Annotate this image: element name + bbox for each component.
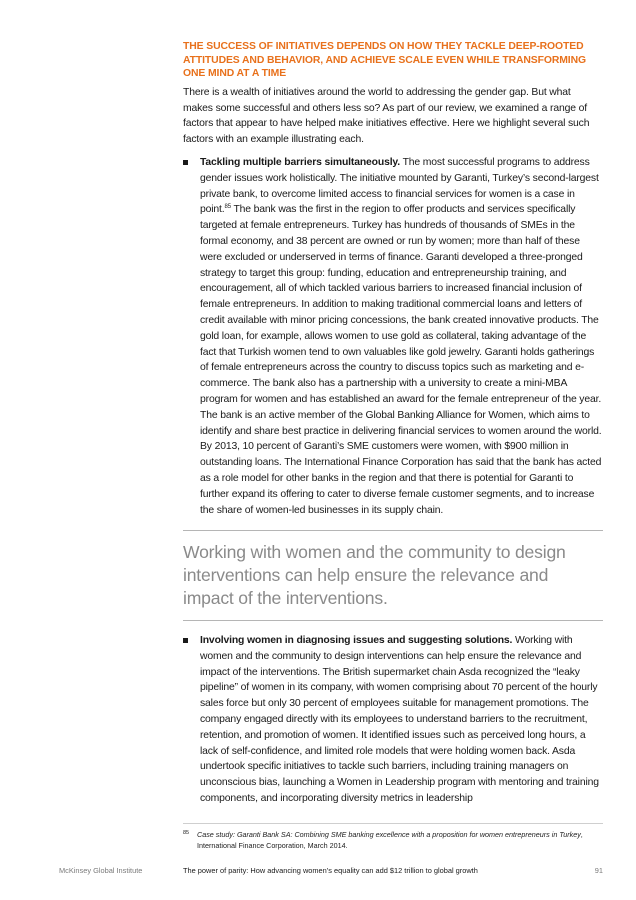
pullquote: Working with women and the community to design interventions can help ensure the relevance and impact of the interventions.: [183, 542, 566, 608]
bullet-item-asda: [183, 633, 603, 807]
bullet-lead: Involving women in diagnosing issues and suggesting solutions.: [200, 635, 513, 646]
footer-report-title: The power of parity: How advancing women’s equality can add $12 trillion to global growth: [183, 866, 478, 875]
bullet-item-garanti: [183, 155, 603, 518]
bullet-lead: Tackling multiple barriers simultaneously.: [200, 157, 401, 168]
footnote-source: , International Finance Corporation, March 2014.: [197, 830, 583, 850]
footer-publisher: McKinsey Global Institute: [59, 866, 143, 875]
footnote-divider: [183, 823, 603, 824]
footnote-title: Case study: Garanti Bank SA: Combining SME banking excellence with a proposition for women entrepreneurs in Turkey: [197, 830, 581, 839]
footnote-reference[interactable]: 85: [224, 204, 231, 211]
bullet-text: The most successful programs to address gender issues work holistically. The initiative mounted by Garanti, Turkey’s second-largest private bank, to overcome limited access to financial services for women is a case in point.: [200, 157, 599, 216]
bullet-square-icon: [183, 638, 188, 643]
footnote: [183, 829, 603, 851]
bullet-body: [200, 633, 603, 807]
bullet-square-icon: [183, 160, 188, 165]
footnote-body: [197, 829, 603, 851]
intro-paragraph: There is a wealth of initiatives around the world to addressing the gender gap. But what makes some successful and others less so? As part of our review, we examined a range of factors that appear to have helped make initiatives effective. Here we highlight several such factors with an example illustrating each.: [183, 87, 590, 145]
bullet-body: [200, 155, 603, 518]
section-heading: THE SUCCESS OF INITIATIVES DEPENDS ON HOW THEY TACKLE DEEP-ROOTED ATTITUDES AND BEHAVIOR, AND ACHIEVE SCALE EVEN WHILE TRANSFORMING ONE MIND AT A TIME: [183, 41, 586, 79]
bullet-text-continued: The bank was the first in the region to offer products and services specifically targeted at female entrepreneurs. Turkey has hundreds of thousands of SMEs in the formal economy, and 38 percent are owned or run by women; more than half of these were excluded or underserved in terms of finance. Garanti developed a three-pronged strategy to target this group: funding, education and entrepreneurship training, and encouragement, all of which tackled various barriers to increased financial inclusion of female entrepreneurs. In addition to making traditional commercial loans and letters of credit available with minor pricing concessions, the bank created innovative products. The gold loan, for example, allows women to use gold as collateral, taking advantage of the fact that Turkish women tend to own valuables like gold jewelry. Garanti holds gatherings of female entrepreneurs across the country to discuss topics such as marketing and e-commerce. The bank also has a partnership with a university to create a mini-MBA program for women and has established an award for the female entrepreneur of the year. The bank is an active member of the Global Banking Alliance for Women, which aims to identify and share best practice in delivering financial services to women around the world. By 2013, 10 percent of Garanti’s SME customers were women, with $900 million in outstanding loans. The International Finance Corporation has said that the bank has acted as a role model for other banks in the region and that there is potential for Garanti to further expand its offering to cater to diverse female customer segments, and to increase the share of women-led businesses in its supply chain.: [200, 204, 602, 516]
footnote-number: 85: [183, 830, 190, 836]
bullet-text: Working with women and the community to design interventions can help ensure the relevance and impact of the interventions. The British supermarket chain Asda recognized the “leaky pipeline” of women in its company, with women comprising about 70 percent of the hourly sales force but only 30 percent of employees suitable for management promotions. The company engaged directly with its employees to understand barriers to the recruitment, retention, and promotion of women. It identified issues such as perceived long hours, a lack of self-confidence, and limited role models that were holding women back. Asda undertook specific initiatives to tackle such barriers, including training managers on unconscious bias, launching a Women in Leadership program with mentoring and training components, and incorporating diversity metrics in leadership: [200, 635, 599, 804]
pullquote-top-divider: [183, 530, 603, 531]
pullquote-bottom-divider: [183, 620, 603, 621]
page-number: 91: [594, 866, 603, 875]
